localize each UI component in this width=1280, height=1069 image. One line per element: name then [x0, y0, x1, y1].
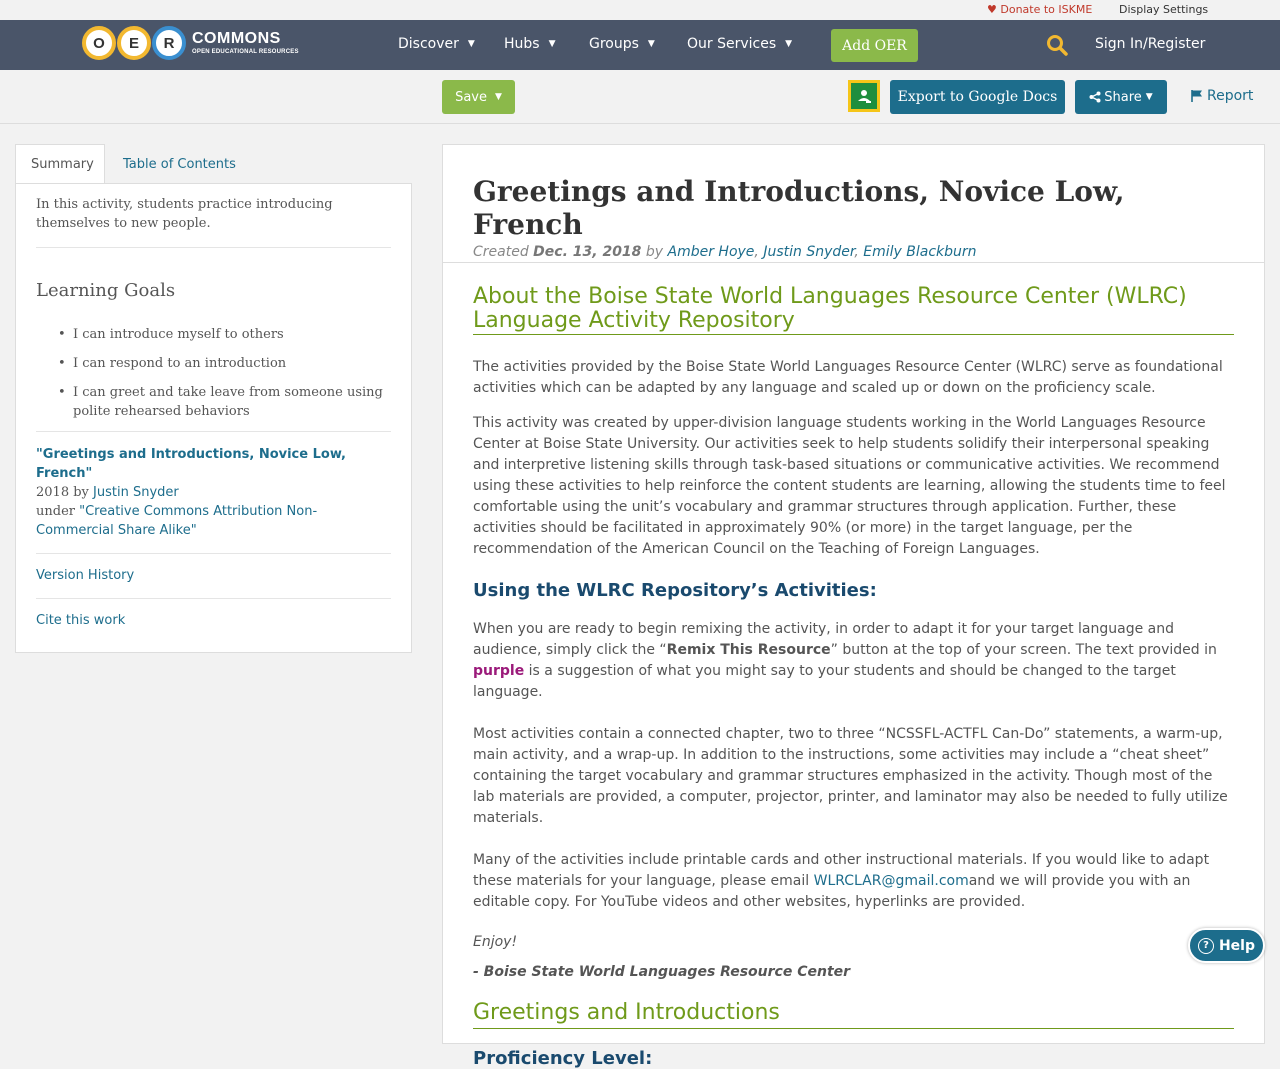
google-classroom-icon[interactable]	[848, 80, 880, 112]
text-run: Many of the activities include printable cards and other instructional materials. If you would like to adapt these materials for your language, please email	[473, 852, 1210, 889]
resource-header	[443, 145, 1264, 263]
save-label: Save	[455, 89, 487, 105]
attribution-title: "Greetings and Introductions, Novice Low, French"	[36, 447, 346, 481]
version-history-link[interactable]: Version History	[36, 554, 391, 599]
list-item	[36, 325, 391, 344]
chevron-down-icon: ▼	[467, 39, 475, 49]
nav-discover-label: Discover	[398, 36, 459, 52]
help-label: Help	[1218, 937, 1256, 954]
section-heading-about: About the Boise State World Languages Resource Center (WLRC) Language Activity Repository	[473, 285, 1234, 335]
author-link[interactable]: Emily Blackburn	[863, 244, 977, 260]
question-icon: ?	[1198, 938, 1214, 954]
attribution-under: under	[36, 504, 75, 519]
email-link[interactable]: WLRCLAR@gmail.com	[813, 873, 969, 889]
sidebar-tabs	[15, 144, 412, 184]
goal-text: • I can introduce myself to others	[73, 327, 284, 342]
share-icon	[1089, 91, 1101, 103]
main-content	[442, 144, 1265, 1069]
help-button[interactable]	[1188, 928, 1265, 963]
license-link[interactable]: "Creative Commons Attribution Non-Commercial Share Alike"	[36, 504, 318, 538]
share-label: Share	[1104, 89, 1142, 105]
logo-letter-e: E	[117, 26, 151, 60]
section-heading-greetings: Greetings and Introductions	[473, 1001, 1234, 1029]
export-google-docs-button[interactable]: Export to Google Docs	[890, 80, 1065, 114]
cite-work-link[interactable]: Cite this work	[36, 613, 126, 628]
report-label: Report	[1207, 88, 1254, 104]
flag-icon	[1190, 89, 1204, 103]
learning-goals-title: Learning Goals	[36, 280, 176, 301]
remix-label: Remix This Resource	[666, 642, 831, 658]
logo-name: COMMONS	[192, 30, 281, 47]
goal-text: • I can respond to an introduction	[73, 356, 287, 371]
search-icon[interactable]	[1046, 34, 1068, 56]
summary-text: In this activity, students practice introducing themselves to new people.	[36, 195, 391, 248]
heart-icon: ♥	[987, 3, 997, 16]
paragraph	[473, 850, 1234, 913]
nav-groups-label: Groups	[589, 36, 639, 52]
text-run: ” button at the top of your screen. The text provided in	[830, 642, 1217, 658]
created-date: Dec. 13, 2018	[533, 244, 642, 260]
paragraph: The activities provided by the Boise State World Languages Resource Center (WLRC) serve as foundational activities which can be adapted by any language and scaled up or down on the proficiency scale.	[473, 359, 1223, 396]
section-heading-proficiency: Proficiency Level:	[473, 1048, 653, 1069]
sidebar-panel	[15, 183, 412, 653]
logo-wordmark	[192, 31, 299, 55]
tab-summary[interactable]: Summary	[15, 144, 105, 184]
caret-down-icon: ▼	[1145, 92, 1153, 102]
nav-groups[interactable]	[589, 36, 655, 52]
section-heading-using: Using the WLRC Repository’s Activities:	[473, 580, 877, 601]
paragraph	[473, 619, 1234, 703]
nav-discover[interactable]	[398, 36, 475, 52]
add-oer-button[interactable]: Add OER	[831, 29, 918, 62]
save-button[interactable]	[442, 80, 515, 114]
utility-bar	[0, 0, 1280, 20]
share-button[interactable]	[1075, 80, 1167, 114]
attribution	[36, 445, 391, 554]
goal-text: • I can greet and take leave from someone using polite rehearsed behaviors	[73, 385, 383, 419]
by-label: by	[645, 244, 664, 260]
text-run: is a suggestion of what you might say to your students and should be changed to the target language.	[473, 663, 1176, 700]
text-run: When you are ready to begin remixing the activity, in order to adapt it for your target language and audience, simply click the “	[473, 621, 1175, 658]
logo-letter-o: O	[82, 26, 116, 60]
donate-label: Donate to ISKME	[1000, 3, 1093, 16]
classroom-person-icon	[855, 87, 873, 105]
nav-our-services[interactable]	[687, 36, 792, 52]
paragraph: Most activities contain a connected chapter, two to three “NCSSFL-ACTFL Can-Do” statements, a warm-up, main activity, and a wrap-up. In addition to the instructions, some activities may include a “cheat sheet” containing the target vocabulary and grammar structures emphasized in the activity. Though most of the lab materials are provided, a computer, projector, printer, and laminator may also be needed to fully utilize materials.	[473, 726, 1228, 826]
tab-table-of-contents[interactable]: Table of Contents	[123, 156, 236, 172]
resource-meta: Created Dec. 13, 2018 by Amber Hoye, Justin Snyder, Emily Blackburn	[473, 244, 977, 260]
signature-text: - Boise State World Languages Resource Center	[473, 964, 851, 980]
purple-text: purple	[473, 663, 525, 679]
list-item	[36, 354, 391, 373]
nav-hubs[interactable]	[504, 36, 556, 52]
report-link[interactable]	[1190, 88, 1253, 104]
resource-body	[443, 263, 1264, 1069]
chevron-down-icon: ▼	[548, 39, 556, 49]
chevron-down-icon: ▼	[647, 39, 655, 49]
enjoy-text: Enjoy!	[473, 934, 518, 950]
caret-down-icon: ▼	[495, 92, 502, 102]
paragraph: This activity was created by upper-division language students working in the World Languages Resource Center at Boise State University. Our activities seek to help students solidify their interpersonal speaking and interpretive listening skills through task-based situations or communicative activities. We recommend using these activities to help reinforce the content students are learning, allowing the students time to feel comfortable using the unit’s vocabulary and grammar structures through application. Further, these activities should be facilitated in approximately 90% (or more) in the target language, per the recommendation of the American Council on the Teaching of Foreign Languages.	[473, 415, 1226, 557]
attribution-year: 2018 by	[36, 485, 89, 500]
logo-tagline: OPEN EDUCATIONAL RESOURCES	[192, 49, 299, 55]
donate-link[interactable]	[987, 3, 1092, 16]
nav-hubs-label: Hubs	[504, 36, 540, 52]
logo-letter-r: R	[152, 26, 186, 60]
divider	[36, 431, 391, 432]
page-title: Greetings and Introductions, Novice Low, French	[473, 175, 1125, 241]
signin-link[interactable]: Sign In/Register	[1095, 36, 1206, 52]
text-run: and we will provide you with an editable copy. For YouTube videos and other websites, hyperlinks are provided.	[473, 873, 1191, 910]
author-link[interactable]: Justin Snyder	[763, 244, 855, 260]
chevron-down-icon: ▼	[785, 39, 793, 49]
learning-goals-list	[36, 325, 391, 421]
author-link[interactable]: Amber Hoye	[667, 244, 755, 260]
main-nav	[0, 20, 1280, 70]
oer-commons-logo[interactable]	[82, 26, 299, 60]
display-settings-link[interactable]: Display Settings	[1119, 3, 1209, 16]
created-label: Created	[473, 244, 529, 260]
list-item	[36, 383, 391, 421]
attribution-author-link[interactable]: Justin Snyder	[93, 485, 179, 500]
nav-our-services-label: Our Services	[687, 36, 777, 52]
resource-toolbar	[0, 70, 1280, 124]
